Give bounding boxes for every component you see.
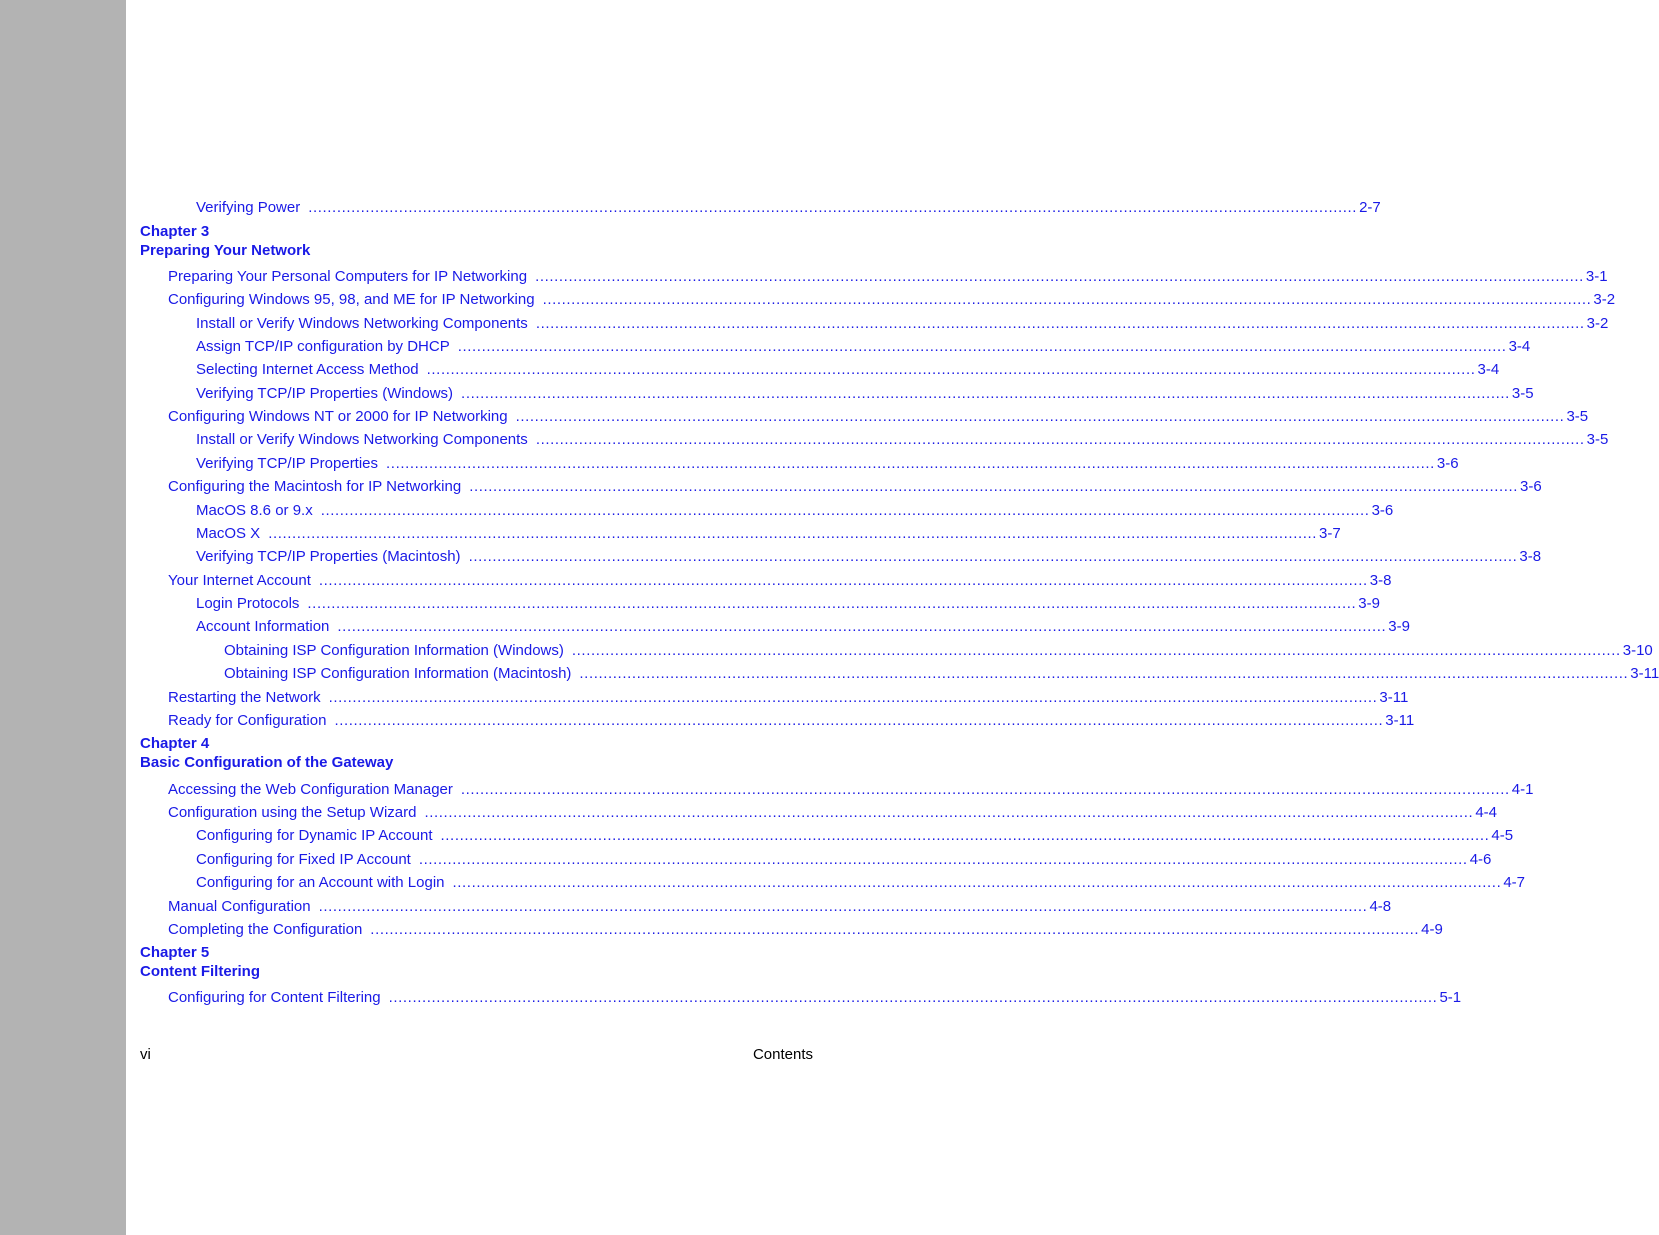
dot-leader: ............................................................................................................................................................................................................................ <box>318 572 1368 589</box>
toc-entry-page: 3-8 <box>1519 548 1542 565</box>
toc-entry-title: Configuration using the Setup Wizard <box>168 804 417 821</box>
toc-entry-title: Assign TCP/IP configuration by DHCP <box>196 338 450 355</box>
dot-leader: ............................................................................................................................................................................................................................ <box>461 385 1510 402</box>
dot-leader: ............................................................................................................................................................................................................................ <box>469 478 1519 495</box>
toc-entry-title: Restarting the Network <box>168 689 321 706</box>
toc-entry[interactable] <box>196 454 1459 474</box>
dot-leader: ............................................................................................................................................................................................................................ <box>535 431 1585 448</box>
toc-entry-page: 4-5 <box>1491 827 1514 844</box>
toc-entry-title: Preparing Your Personal Computers for IP Networking <box>168 268 528 285</box>
toc-entry-title: MacOS X <box>196 525 261 542</box>
dot-leader: ............................................................................................................................................................................................................................ <box>307 595 1357 612</box>
dot-leader: ............................................................................................................................................................................................................................ <box>418 851 1468 868</box>
toc-entry[interactable] <box>196 314 1609 334</box>
toc-entry-title: Obtaining ISP Configuration Information (Macintosh) <box>224 665 572 682</box>
toc-entry[interactable] <box>168 803 1498 823</box>
dot-leader: ............................................................................................................................................................................................................................ <box>535 268 1584 285</box>
toc-entry[interactable] <box>224 641 1653 661</box>
toc-entry-page: 3-2 <box>1593 291 1616 308</box>
dot-leader: ............................................................................................................................................................................................................................ <box>334 712 1384 729</box>
toc-entry-page: 4-8 <box>1369 898 1392 915</box>
toc-entry-page: 3-2 <box>1586 315 1609 332</box>
toc-entry[interactable] <box>168 477 1542 497</box>
dot-leader: ............................................................................................................................................................................................................................ <box>424 804 1474 821</box>
dot-leader: ............................................................................................................................................................................................................................ <box>515 408 1565 425</box>
dot-leader: ............................................................................................................................................................................................................................ <box>388 989 1438 1006</box>
toc-entry-title: Completing the Configuration <box>168 921 363 938</box>
toc-entry-title: MacOS 8.6 or 9.x <box>196 502 313 519</box>
toc-entry-title: Configuring for Fixed IP Account <box>196 851 411 868</box>
toc-entry-page: 3-4 <box>1477 361 1500 378</box>
dot-leader: ............................................................................................................................................................................................................................ <box>579 665 1629 682</box>
toc-entry-title: Ready for Configuration <box>168 712 327 729</box>
toc-entry-title: Selecting Internet Access Method <box>196 361 419 378</box>
toc-entry-title: Configuring for an Account with Login <box>196 874 445 891</box>
toc-entry-title: Manual Configuration <box>168 898 311 915</box>
toc-entry-page: 3-7 <box>1319 525 1341 542</box>
toc-entry-page: 3-6 <box>1520 478 1542 495</box>
dot-leader: ............................................................................................................................................................................................................................ <box>457 338 1507 355</box>
dot-leader: ............................................................................................................................................................................................................................ <box>308 199 1358 216</box>
toc-entry[interactable] <box>196 198 1381 218</box>
dot-leader: ............................................................................................................................................................................................................................ <box>571 642 1621 659</box>
toc-entry-title: Obtaining ISP Configuration Information (Windows) <box>224 642 564 659</box>
chapter-title[interactable]: Basic Configuration of the Gateway <box>140 754 394 771</box>
toc-entry[interactable] <box>196 826 1514 846</box>
toc-entry-title: Install or Verify Windows Networking Components <box>196 315 528 332</box>
dot-leader: ............................................................................................................................................................................................................................ <box>318 898 1368 915</box>
dot-leader: ............................................................................................................................................................................................................................ <box>386 455 1435 472</box>
toc-entry[interactable] <box>168 711 1415 731</box>
dot-leader: ............................................................................................................................................................................................................................ <box>337 618 1387 635</box>
toc-entry-page: 2-7 <box>1359 199 1381 216</box>
toc-entry-page: 4-4 <box>1475 804 1498 821</box>
toc-entry[interactable] <box>168 267 1608 287</box>
toc-entry-page: 3-10 <box>1622 642 1653 659</box>
toc-entry-page: 3-1 <box>1585 268 1608 285</box>
toc-entry[interactable] <box>196 547 1542 567</box>
toc-entry[interactable] <box>196 337 1531 357</box>
toc-entry-page: 3-9 <box>1358 595 1380 612</box>
toc-entry-title: Configuring for Dynamic IP Account <box>196 827 433 844</box>
toc-entry[interactable] <box>196 430 1609 450</box>
toc-entry[interactable] <box>196 850 1492 870</box>
toc-entry-page: 3-5 <box>1566 408 1589 425</box>
dot-leader: ............................................................................................................................................................................................................................ <box>535 315 1585 332</box>
toc-entry-page: 4-6 <box>1469 851 1492 868</box>
toc-entry[interactable] <box>196 594 1380 614</box>
toc-entry-title: Configuring for Content Filtering <box>168 989 381 1006</box>
toc-entry-title: Configuring the Macintosh for IP Networking <box>168 478 462 495</box>
toc-entry[interactable] <box>196 384 1534 404</box>
toc-entry[interactable] <box>168 688 1409 708</box>
toc-entry-title: Install or Verify Windows Networking Components <box>196 431 528 448</box>
dot-leader: ............................................................................................................................................................................................................................ <box>328 689 1378 706</box>
toc-entry[interactable] <box>168 920 1443 940</box>
toc-entry-page: 3-9 <box>1388 618 1410 635</box>
toc-entry-page: 3-11 <box>1379 689 1409 706</box>
dot-leader: ............................................................................................................................................................................................................................ <box>452 874 1502 891</box>
footer-section-name: Contents <box>752 1046 813 1063</box>
dot-leader: ............................................................................................................................................................................................................................ <box>542 291 1592 308</box>
toc-entry[interactable] <box>168 571 1392 591</box>
dot-leader: ............................................................................................................................................................................................................................ <box>320 502 1370 519</box>
chapter-title[interactable]: Preparing Your Network <box>140 242 311 259</box>
toc-entry-page: 3-6 <box>1371 502 1394 519</box>
toc-entry-page: 4-9 <box>1421 921 1443 938</box>
toc-entry[interactable] <box>168 897 1392 917</box>
toc-entry[interactable] <box>196 501 1394 521</box>
page-side-bar <box>0 0 126 1235</box>
toc-entry-title: Verifying Power <box>196 199 301 216</box>
toc-entry-title: Accessing the Web Configuration Manager <box>168 781 453 798</box>
toc-entry-page: 3-6 <box>1436 455 1459 472</box>
dot-leader: ............................................................................................................................................................................................................................ <box>460 781 1510 798</box>
dot-leader: ............................................................................................................................................................................................................................ <box>468 548 1518 565</box>
toc-entry-title: Account Information <box>196 618 330 635</box>
toc-entry-page: 4-1 <box>1511 781 1534 798</box>
dot-leader: ............................................................................................................................................................................................................................ <box>426 361 1476 378</box>
toc-entry-page: 3-11 <box>1385 712 1415 729</box>
toc-entry[interactable] <box>168 407 1589 427</box>
chapter-label[interactable]: Chapter 3 <box>140 223 210 240</box>
toc-entry[interactable] <box>196 524 1341 544</box>
toc-entry-page: 4-7 <box>1503 874 1526 891</box>
toc-entry[interactable] <box>196 617 1410 637</box>
toc-entry-title: Login Protocols <box>196 595 300 612</box>
chapter-label[interactable]: Chapter 5 <box>140 944 210 961</box>
toc-entry-title: Verifying TCP/IP Properties (Macintosh) <box>196 548 461 565</box>
toc-entry-page: 3-8 <box>1369 572 1392 589</box>
chapter-title[interactable]: Content Filtering <box>140 963 260 980</box>
toc-entry[interactable] <box>224 664 1659 684</box>
chapter-label[interactable]: Chapter 4 <box>140 735 210 752</box>
toc-entry-title: Configuring Windows NT or 2000 for IP Networking <box>168 408 508 425</box>
dot-leader: ............................................................................................................................................................................................................................ <box>370 921 1420 938</box>
toc-entry[interactable] <box>196 360 1500 380</box>
dot-leader: ............................................................................................................................................................................................................................ <box>440 827 1490 844</box>
toc-entry-page: 3-4 <box>1508 338 1531 355</box>
dot-leader: ............................................................................................................................................................................................................................ <box>268 525 1318 542</box>
toc-entry[interactable] <box>168 780 1534 800</box>
toc-entry-title: Verifying TCP/IP Properties (Windows) <box>196 385 454 402</box>
toc-entry[interactable] <box>168 290 1616 310</box>
toc-entry-title: Configuring Windows 95, 98, and ME for IP Networking <box>168 291 535 308</box>
footer-page-number: vi <box>140 1046 151 1063</box>
toc-entry[interactable] <box>196 873 1526 893</box>
toc-entry[interactable] <box>168 988 1462 1008</box>
toc-entry-page: 5-1 <box>1439 989 1462 1006</box>
toc-entry-page: 3-5 <box>1586 431 1609 448</box>
toc-entry-title: Your Internet Account <box>168 572 311 589</box>
toc-entry-page: 3-11 <box>1630 665 1659 682</box>
toc-entry-page: 3-5 <box>1511 385 1534 402</box>
toc-entry-title: Verifying TCP/IP Properties <box>196 455 379 472</box>
